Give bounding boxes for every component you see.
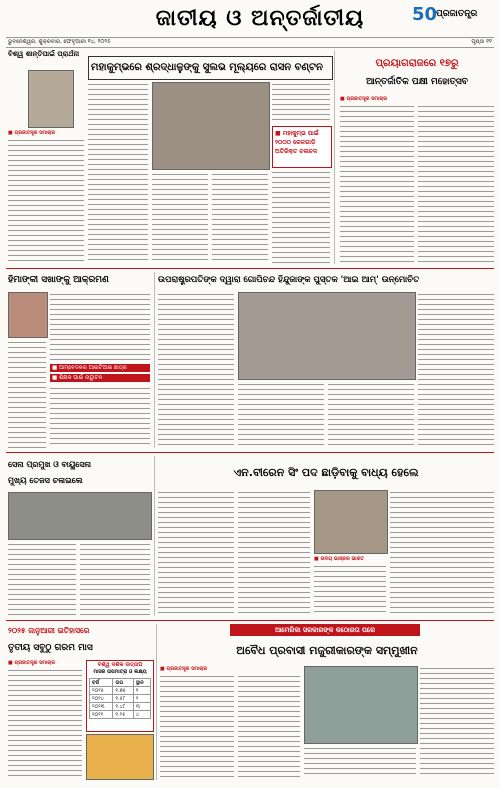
biren-body-1 <box>158 490 234 616</box>
migrants-body-3 <box>304 746 416 778</box>
biren-photo <box>314 490 388 554</box>
heat-table-title-1: ବିଶ୍ୱ ଦର୍ଶକ ଉତ୍ତାପ <box>97 662 143 668</box>
brand-name: ପ୍ରଜାତନ୍ତ୍ର <box>436 9 478 19</box>
side-left-body <box>8 138 84 264</box>
rail-box <box>272 126 332 168</box>
biren-byline: ■ ଉଦୟ ଭାସ୍କର ଭାରତ <box>314 556 364 562</box>
ration-body-2 <box>152 172 208 264</box>
heat-body-1 <box>8 668 82 778</box>
himani-headline: ହିମାଙ୍କୀ ସଖାଙ୍କୁ ଆକ୍ରମଣ <box>8 275 109 285</box>
migrants-headline: ଅବୈଧ ପ୍ରବାସୀ ମଜୁରୀକାରଙ୍କ ସମ୍ମୁଖୀନ <box>236 644 418 657</box>
heat-table-row <box>90 695 151 703</box>
heat-table-cell: ୧.୫୮ <box>113 695 134 703</box>
heat-table-cell: ୧.୭୫ <box>113 687 134 695</box>
biren-body-2 <box>238 490 310 616</box>
ration-headline-box <box>88 56 333 80</box>
army-photo <box>8 492 152 540</box>
migrants-body-4 <box>420 666 494 778</box>
section-rule-3 <box>6 620 494 621</box>
prayagraj-byline: ■ ପ୍ରଜାତନ୍ତ୍ର ସମାଚାର <box>340 96 388 102</box>
heat-table-cell: ୨୦୨୩ <box>90 703 113 711</box>
himani-photo <box>8 292 48 338</box>
heat-table-cell: ୪ <box>133 711 150 719</box>
prayagraj-body-2 <box>418 104 494 264</box>
heat-table-box <box>86 660 154 732</box>
ration-body-3 <box>212 172 268 264</box>
date-bar <box>6 37 494 48</box>
heat-table-row <box>90 687 151 695</box>
heat-headline-2: ତୃତୀୟ ସବୁଠୁ ଗରମ ମାସ <box>8 643 93 653</box>
army-headline-1: ସେନା ପ୍ରମୁଖ ଓ ବାୟୁସେନା <box>8 460 92 469</box>
heat-table-cell: ତାପ <box>113 679 134 687</box>
heat-table-cell: ସ୍ଥାନ <box>133 679 150 687</box>
migrants-body-1 <box>160 674 234 778</box>
heat-table-cell: ୨୦୨୪ <box>90 695 113 703</box>
thermometer-photo <box>86 734 154 780</box>
column-divider <box>154 272 155 448</box>
himani-body-2 <box>8 340 46 448</box>
vp-book-body-1 <box>158 292 234 448</box>
heat-table-title-2: ମାସର ତାପମାତ୍ରା ଓ ଲକ୍ଷ୍ୟ <box>93 669 147 675</box>
heat-table-cell: ୧ <box>133 687 150 695</box>
himani-body-1 <box>50 292 150 362</box>
vp-book-photo <box>238 292 416 380</box>
army-body-2 <box>80 542 150 616</box>
heat-table-cell: ୨୦୨୨ <box>90 711 113 719</box>
ration-body-4 <box>272 82 330 122</box>
heat-table <box>89 678 151 719</box>
page-label: ପୃଷ୍ଠା ୧୧ <box>471 39 492 45</box>
himani-bullet-2: ■ ଶିକ୍ଷକ ପାଇଁ ଉଦ୍ଘାଟନ <box>50 374 150 382</box>
ration-headline: ମହାକୁମ୍ଭରେ ଶ୍ରଦ୍ଧାଳୁଙ୍କୁ ସୁଲଭ ମୂଲ୍ୟରେ ରାସନ ବଣ୍ଟନ <box>91 62 323 73</box>
heat-table-cell: ୨୦୨୫ <box>90 687 113 695</box>
prayagraj-headline-1: ପ୍ରୟାଗରାଜରେ ୧୭ରୁ <box>375 58 459 69</box>
ration-body-1 <box>88 82 148 264</box>
migrants-photo <box>304 666 418 744</box>
biren-body-3 <box>314 564 386 616</box>
ration-photo <box>152 82 270 170</box>
heat-table-cell: ୧.୨୫ <box>113 711 134 719</box>
biren-body-4 <box>390 490 494 616</box>
heat-table-cell: ୩ <box>133 703 150 711</box>
himani-bullet-1: ■ ଆମ୍ବେଦକର ଆଇଟିଆଇ ଛାତ୍ର <box>50 364 150 372</box>
section-title: ଜାତୀୟ ଓ ଅନ୍ତର୍ଜାତୀୟ <box>155 6 365 31</box>
vp-book-body-3 <box>328 382 414 448</box>
migrants-banner-box <box>230 624 420 636</box>
vp-book-body-4 <box>418 292 494 448</box>
army-headline-2: ମୁଖ୍ୟ ତେଜସ ଚଳାଇଲେ <box>8 476 83 485</box>
heat-table-cell: ୧.୪୮ <box>113 703 134 711</box>
heat-table-row <box>90 703 151 711</box>
side-left-byline: ■ ପ୍ରଜାତନ୍ତ୍ର ସମାଚାର <box>8 130 56 136</box>
prayagraj-body-1 <box>340 104 414 264</box>
heat-table-row <box>90 679 151 687</box>
biren-headline: ଏନ.ବୀରେନ ସିଂ ପଦ ଛାଡ଼ିବାକୁ ବାଧ୍ୟ ହେଲେ <box>233 466 419 479</box>
heat-table-cell: ୨ <box>133 695 150 703</box>
heat-table-row <box>90 711 151 719</box>
army-body-1 <box>8 542 76 616</box>
rail-box-text: ■ ମହାକୁମ୍ଭ ପାଇଁ ୨୦୦୦ ରେଳଗାଡ଼ି ଅତିରିକ୍ତ ଚଳାଚଳ <box>275 130 319 155</box>
section-rule-1 <box>6 268 494 269</box>
heat-table-cell: ବର୍ଷ <box>90 679 113 687</box>
section-rule-2 <box>6 452 494 453</box>
portrait-photo <box>28 70 74 128</box>
vp-book-headline: ଉପରାଷ୍ଟ୍ରପତିଙ୍କ ଦ୍ୱାରା ଗୋପିଚନ୍ଦ ହିନ୍ଦୁଜାଙ୍କ ପୁସ୍ତକ 'ଆଇ ଆମ୍' ଉନ୍ମୋଚିତ <box>158 275 420 285</box>
himani-body-3 <box>50 386 150 448</box>
brand-logo <box>412 4 496 30</box>
vp-book-body-2 <box>238 382 324 448</box>
masthead <box>0 0 500 36</box>
heat-byline: ■ ପ୍ରଜାତନ୍ତ୍ର ସମାଚାର <box>8 660 56 666</box>
side-left-headline: ବିଶ୍ୱ ଶାନ୍ତିପାଇଁ ପ୍ରାର୍ଥନା <box>8 50 80 58</box>
prayagraj-headline-2: ଆନ୍ତର୍ଜାତିକ ପକ୍ଷୀ ମହୋତ୍ସବ <box>366 77 468 87</box>
ration-body-5 <box>272 170 330 264</box>
migrants-byline: ■ ପ୍ରଜାତନ୍ତ୍ର ସମାଚାର <box>160 666 208 672</box>
brand-number: 50 <box>412 4 438 25</box>
date-line: ଭୁବନେଶ୍ୱର, ଶୁକ୍ରବାର, ଫେବୃଆରୀ ୧୪, ୨୦୨୫ <box>8 39 111 45</box>
migrants-body-2 <box>238 674 300 778</box>
migrants-banner: ଆମେରିକା ସରକାରଙ୍କ କଠୋରତା ପରେ <box>275 626 375 634</box>
heat-headline-1: ୨୦୨୫ ଜାନୁଆରୀ ଇତିହାସରେ <box>8 626 90 635</box>
column-divider <box>334 50 335 264</box>
column-divider <box>154 456 155 616</box>
column-divider <box>156 624 157 780</box>
